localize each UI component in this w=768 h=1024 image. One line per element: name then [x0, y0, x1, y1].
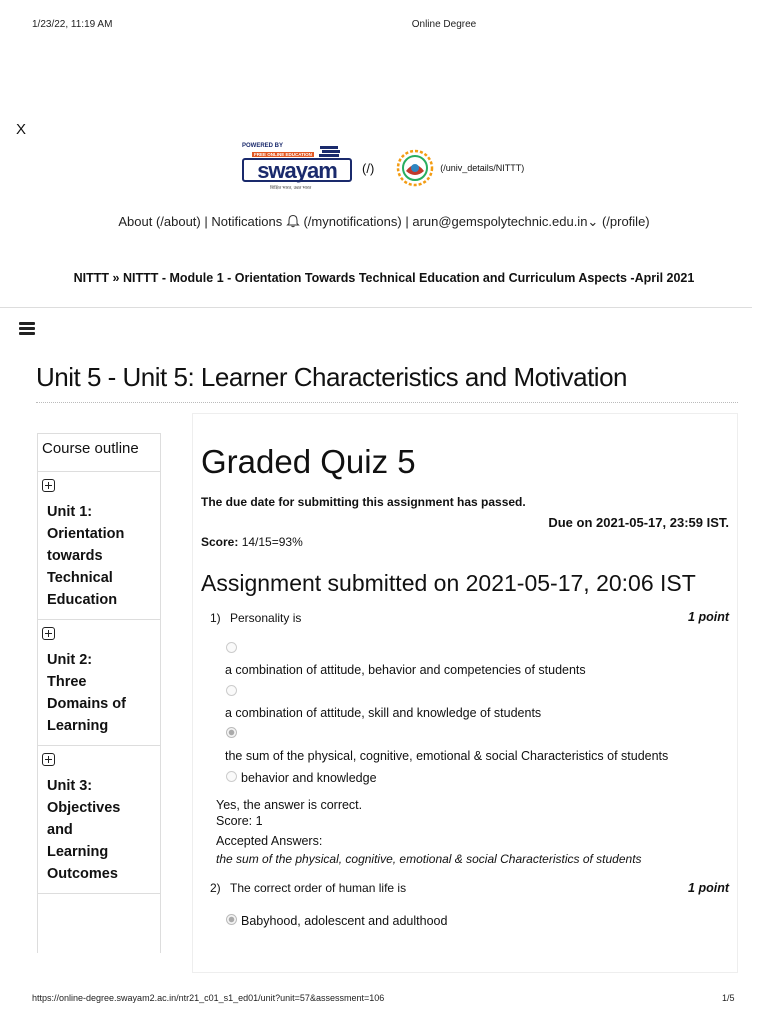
mynotifications-link[interactable]: (/mynotifications): [303, 214, 402, 229]
sidebar-item-label[interactable]: Unit 3: Objectives and Learning Outcomes: [47, 778, 121, 882]
answer-radio[interactable]: [226, 771, 237, 782]
print-url: https://online-degree.swayam2.ac.in/ntr21_c01_s1_ed01/unit?unit=57&assessment=106: [32, 993, 385, 1003]
breadcrumb[interactable]: NITTT » NITTT - Module 1 - Orientation Towards Technical Education and Curriculum Aspects -April 2021: [73, 271, 695, 285]
menu-icon[interactable]: [19, 322, 35, 336]
swayam-tagline: शिक्षित भारत, उन्नत भारत: [270, 185, 312, 190]
divider: [0, 307, 752, 308]
answer-radio[interactable]: [226, 685, 237, 696]
expand-icon[interactable]: [42, 627, 55, 640]
bell-icon[interactable]: [286, 214, 300, 228]
answer-radio-selected[interactable]: [226, 914, 237, 925]
close-button[interactable]: X: [16, 121, 27, 138]
question-score: Score: 1: [216, 814, 263, 828]
course-outline-heading: Course outline: [38, 434, 160, 472]
profile-link[interactable]: (/profile): [601, 214, 650, 229]
expand-icon[interactable]: [42, 753, 55, 766]
total-score: [201, 535, 303, 549]
title-divider: [36, 402, 738, 403]
submission-timestamp: Assignment submitted on 2021-05-17, 20:06 IST: [201, 570, 696, 596]
accepted-answers-label: Accepted Answers:: [216, 834, 323, 848]
answer-radio[interactable]: [226, 642, 237, 653]
chevron-down-icon[interactable]: ⌄: [587, 214, 599, 229]
answer-option: a combination of attitude, skill and knowledge of students: [225, 706, 542, 720]
answer-option: the sum of the physical, cognitive, emotional & social Characteristics of students: [225, 749, 669, 763]
question-points: 1 point: [688, 881, 729, 895]
free-online-text: FREE ONLINE EDUCATION: [254, 152, 312, 157]
books-icon: [318, 145, 342, 159]
sidebar-item-unit-1[interactable]: [38, 472, 160, 620]
print-datetime: 1/23/22, 11:19 AM: [32, 19, 113, 30]
print-title: Online Degree: [411, 19, 477, 30]
about-link[interactable]: About (/about): [118, 214, 201, 229]
question-number: 1): [210, 611, 221, 625]
answer-option: behavior and knowledge: [241, 771, 377, 785]
swayam-logo[interactable]: [240, 143, 356, 193]
quiz-title: Graded Quiz 5: [201, 443, 416, 480]
due-date: Due on 2021-05-17, 23:59 IST.: [548, 515, 729, 530]
swayam-wordmark: swayam: [242, 158, 352, 182]
due-date-passed-notice: The due date for submitting this assignment has passed.: [201, 495, 526, 509]
expand-icon[interactable]: [42, 479, 55, 492]
home-link[interactable]: (/): [362, 160, 375, 176]
feedback-text: Yes, the answer is correct.: [216, 798, 363, 812]
print-page-number: 1/5: [722, 993, 735, 1003]
user-email[interactable]: arun@gemspolytechnic.edu.in: [412, 214, 588, 229]
sidebar-item-label[interactable]: Unit 1: Orientation towards Technical Education: [47, 504, 125, 608]
nittt-link[interactable]: (/univ_details/NITTT): [440, 163, 525, 173]
question-text: The correct order of human life is: [230, 881, 407, 895]
score-value: 14/15=93%: [238, 535, 303, 549]
notifications-link[interactable]: Notifications: [211, 214, 283, 229]
logo-row: [240, 143, 524, 193]
nav-separator: |: [204, 214, 208, 229]
answer-radio-selected[interactable]: [226, 727, 237, 738]
course-outline-sidebar: [37, 433, 161, 953]
question-number: 2): [210, 881, 221, 895]
score-label: Score:: [201, 535, 239, 549]
answer-option: Babyhood, adolescent and adulthood: [241, 914, 448, 928]
nav-separator: |: [405, 214, 409, 229]
top-nav: [0, 214, 768, 230]
question-points: 1 point: [688, 610, 729, 624]
sidebar-item-unit-3[interactable]: [38, 746, 160, 894]
nittt-logo[interactable]: [396, 149, 434, 187]
question-text: Personality is: [230, 611, 302, 625]
page-title: Unit 5 - Unit 5: Learner Characteristics and Motivation: [36, 362, 627, 392]
sidebar-item-unit-2[interactable]: [38, 620, 160, 746]
sidebar-item-label[interactable]: Unit 2: Three Domains of Learning: [47, 652, 126, 734]
accepted-answer: the sum of the physical, cognitive, emotional & social Characteristics of students: [216, 852, 642, 866]
answer-option: a combination of attitude, behavior and competencies of students: [225, 663, 586, 677]
powered-by-text: POWERED BY: [242, 143, 284, 149]
